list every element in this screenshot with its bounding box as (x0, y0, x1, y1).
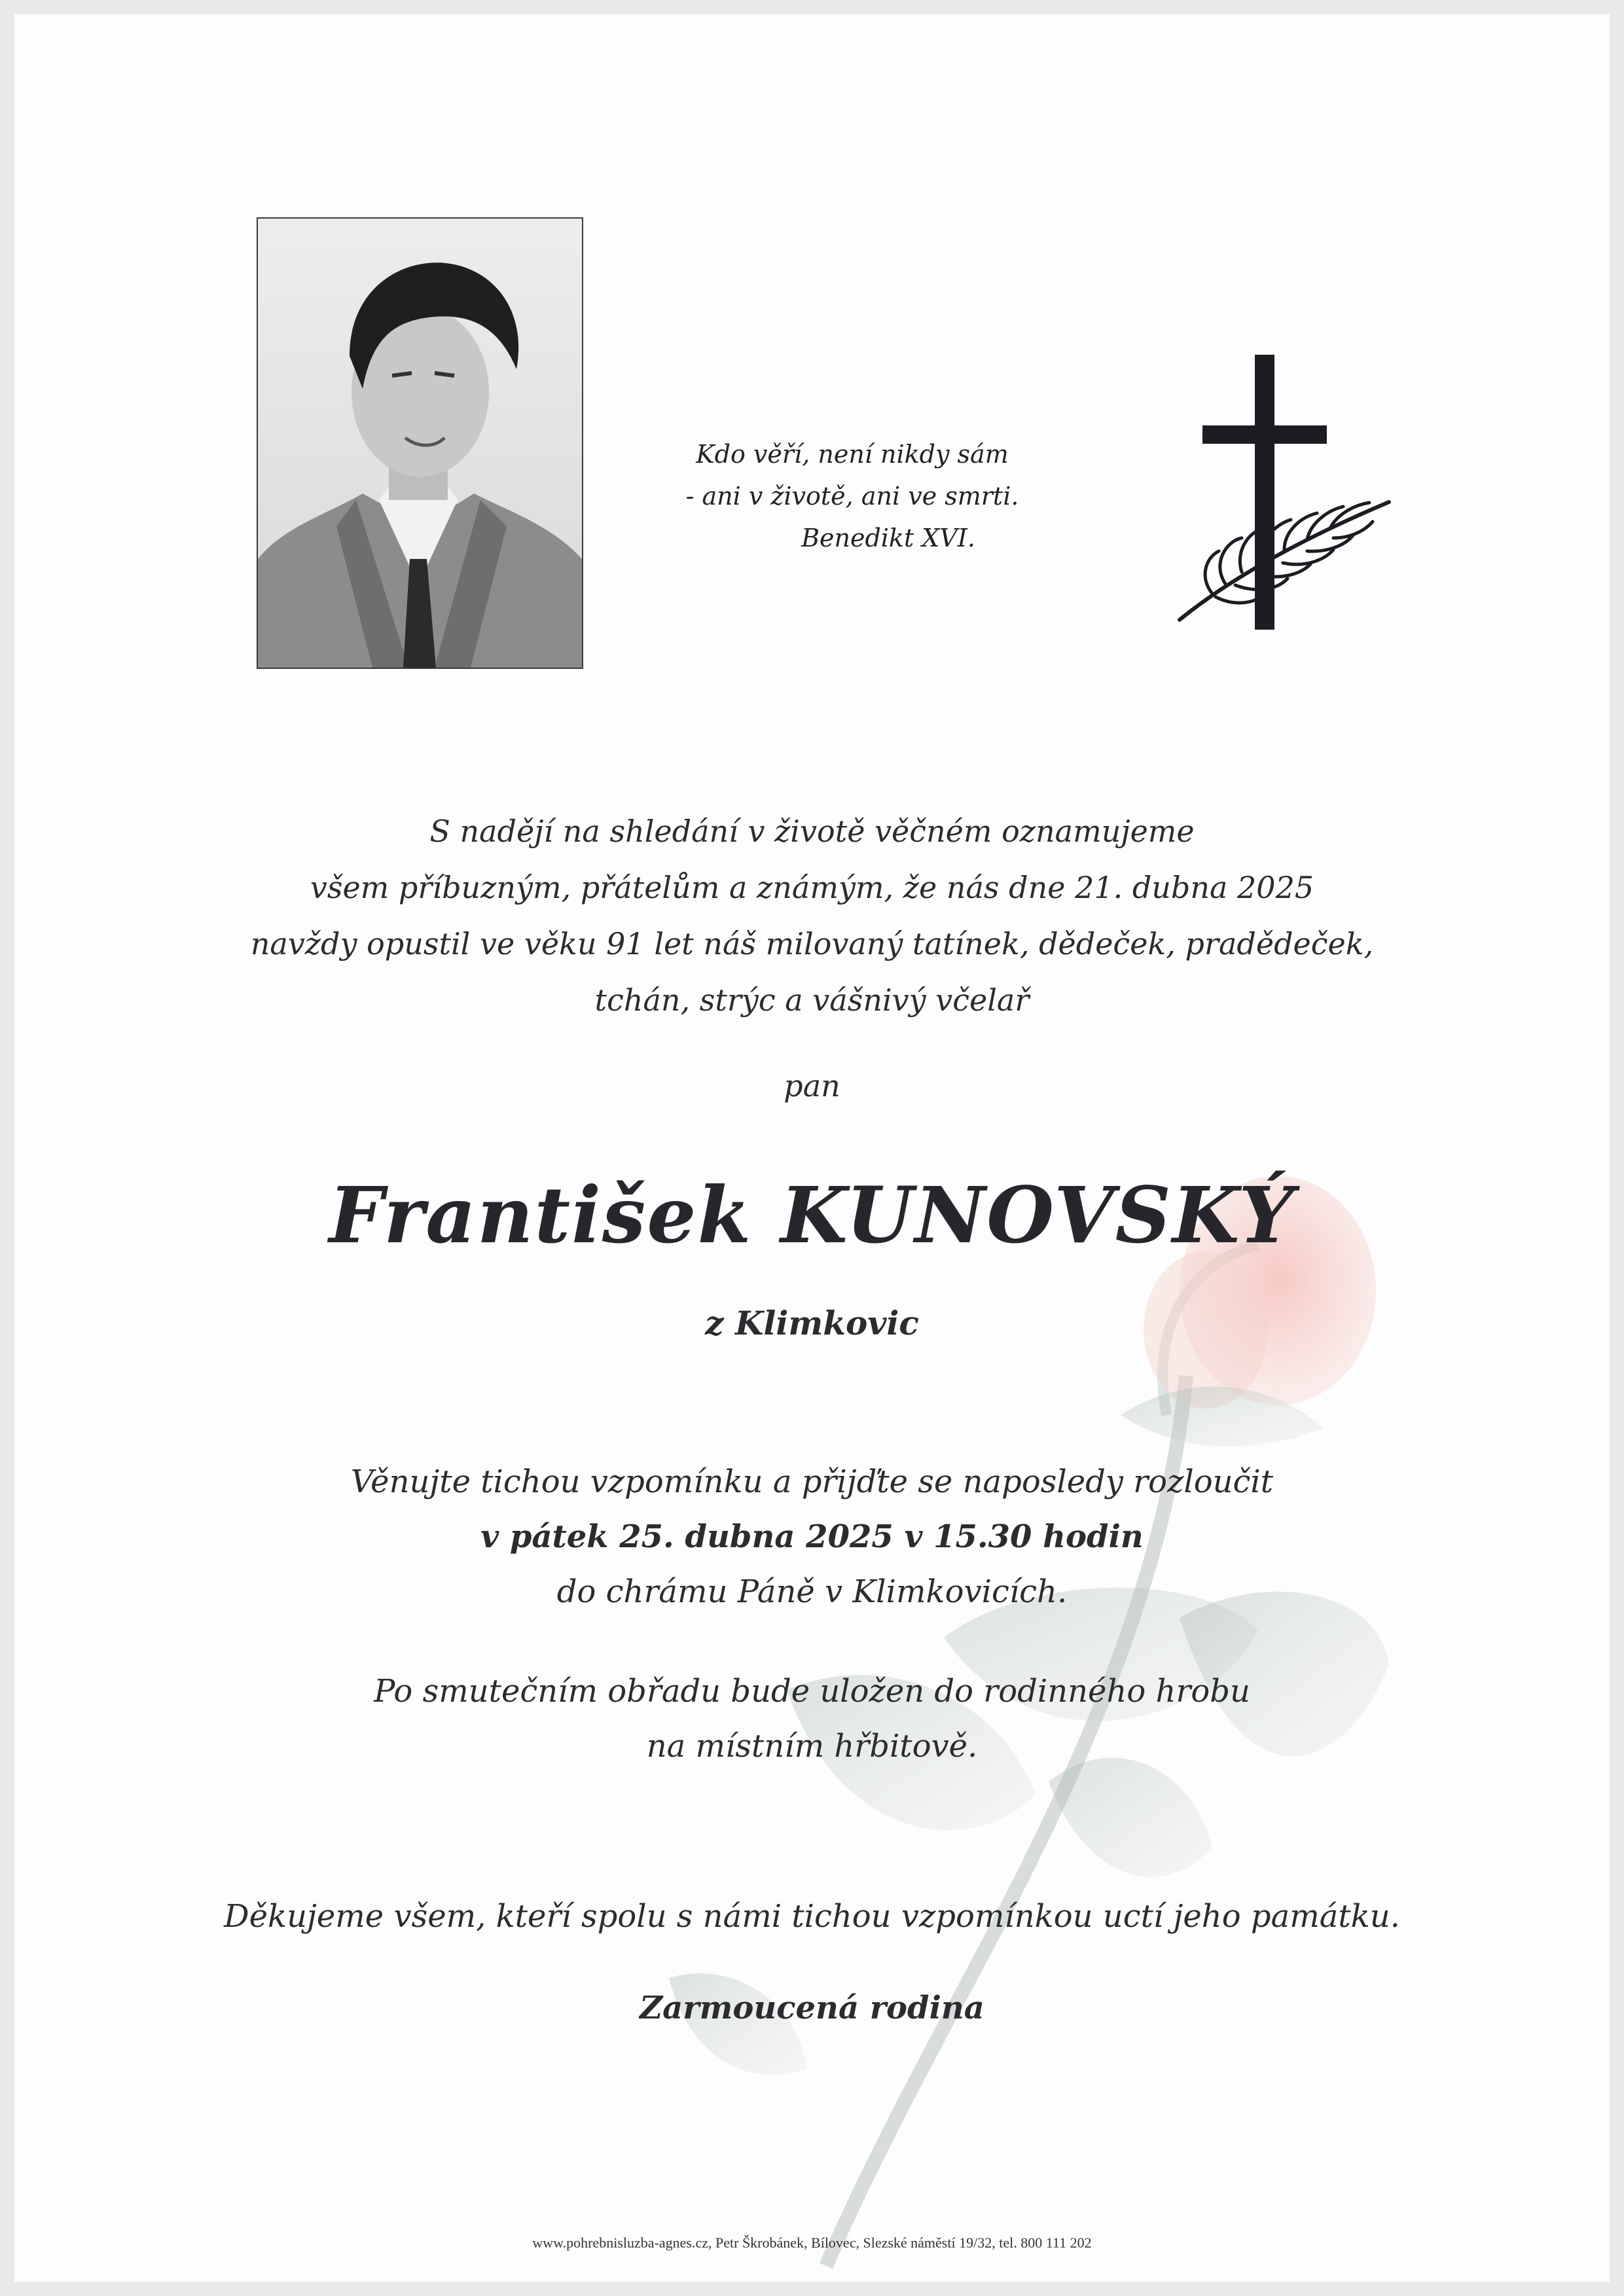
farewell-info (14, 1454, 1610, 1619)
motto-quote (643, 433, 1062, 559)
portrait-photo (257, 217, 583, 669)
motto-line-1: Kdo věří, není nikdy sám (696, 440, 1009, 469)
footer-contact: www.pohrebnisluzba-agnes.cz, Petr Škrobánek, Bílovec, Slezské náměstí 19/32, tel. 800 111 202 (532, 2234, 1092, 2251)
farewell-datetime: v pátek 25. dubna 2025 v 15.30 hodin (480, 1518, 1144, 1555)
portrait-image (258, 219, 582, 668)
deceased-title: pan (784, 1068, 840, 1103)
farewell-line: Věnujte tichou vzpomínku a přijďte se naposledy rozloučit (350, 1463, 1274, 1500)
motto-line-2: - ani v životě, ani ve smrti. (685, 482, 1019, 511)
farewell-place: do chrámu Páně v Klimkovicích. (556, 1573, 1068, 1610)
announcement-text (14, 803, 1610, 1028)
deceased-name: František KUNOVSKÝ (329, 1170, 1295, 1261)
obituary-sheet (14, 14, 1610, 2282)
motto-author: Benedikt XVI. (801, 524, 975, 552)
burial-line: Po smutečním obřadu bude uložen do rodinného hrobu (374, 1673, 1250, 1710)
deceased-origin: z Klimkovic (705, 1304, 919, 1342)
announcement-line: všem příbuzným, přátelům a známým, že nás dne 21. dubna 2025 (310, 870, 1314, 905)
signature-text: Zarmoucená rodina (640, 1990, 984, 2026)
burial-info (14, 1664, 1610, 1774)
announcement-line: S nadějí na shledání v životě věčném oznamujeme (429, 814, 1195, 849)
announcement-line: tchán, strýc a vášnivý včelař (594, 982, 1030, 1018)
announcement-line: navždy opustil ve věku 91 let náš milovaný tatínek, dědeček, pradědeček, (250, 926, 1374, 961)
thanks-text: Děkujeme všem, kteří spolu s námi tichou vzpomínkou uctí jeho památku. (224, 1898, 1400, 1935)
cross-with-palm-icon (1173, 342, 1409, 643)
burial-line: na místním hřbitově. (646, 1728, 978, 1765)
